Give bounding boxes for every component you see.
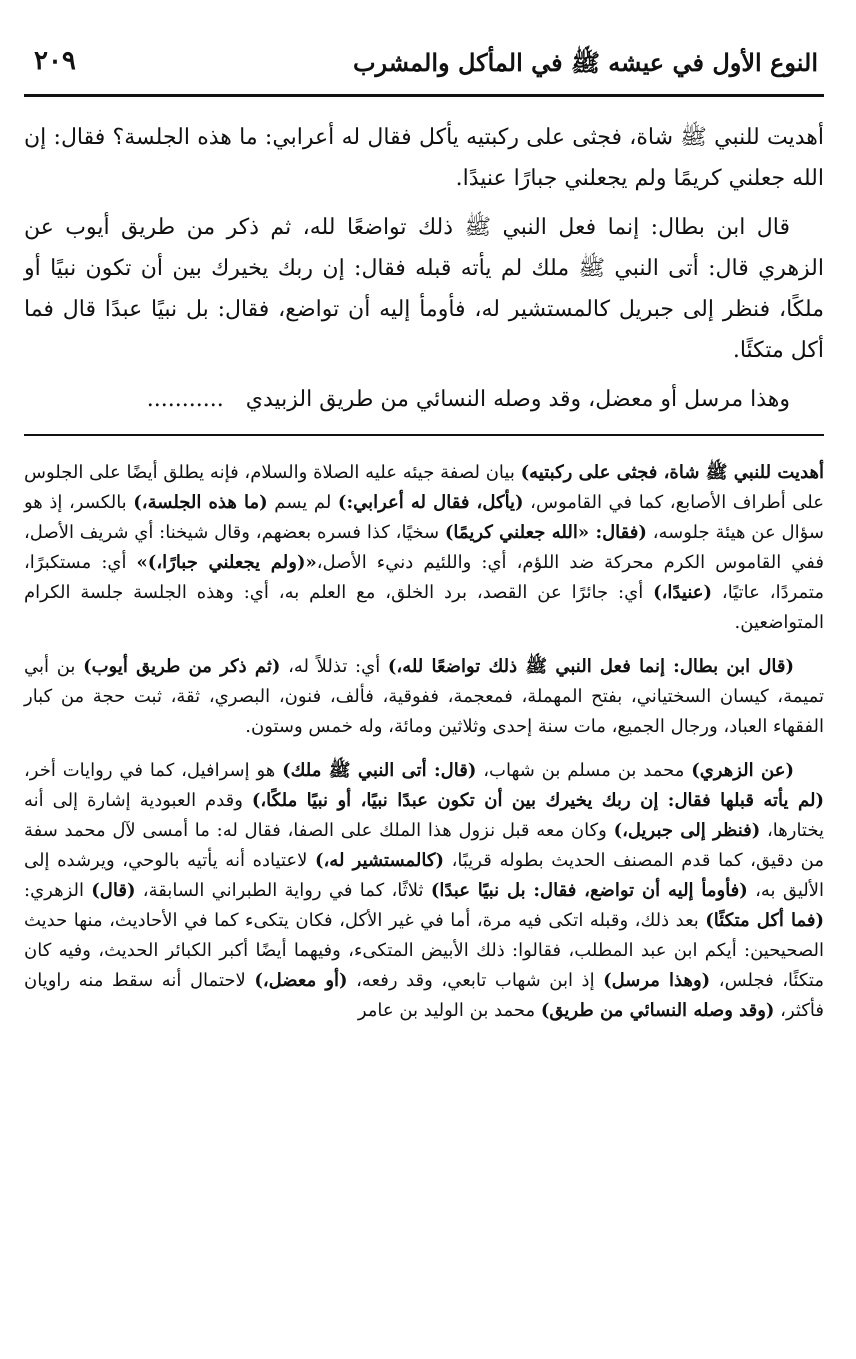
commentary-segment: (ما هذه الجلسة،) xyxy=(133,492,268,513)
commentary-segment: (قال: أتى النبي ﷺ ملك) xyxy=(282,760,477,781)
commentary-segment: بالكسر، إذ هو سؤال عن هيئة جلوسه، xyxy=(24,492,824,543)
commentary-segment: محمد بن الوليد بن عامر xyxy=(357,1000,541,1021)
commentary-segment: بعد ذلك، وقبله اتكى فيه مرة، أما في غير الأكل، فكان يتكىء كما في الأحاديث، منها حديث الصحيحين: أيكم ابن عبد المطلب، فقالوا: ذلك الأبيض المتكىء، وفيهما أيضًا أكبر الكبائر الحديث، وفيه كان متكئًا، فجلس، xyxy=(24,910,824,991)
page-number: ٢٠٩ xyxy=(34,46,76,76)
main-paragraph-3-text: وهذا مرسل أو معضل، وقد وصله النسائي من طريق الزبيدي xyxy=(245,387,790,412)
commentary-segment: (قال) xyxy=(91,880,136,901)
commentary-segment: (لم يأته قبلها فقال: إن ربك يخيرك بين أن تكون عبدًا نبيًا، أو نبيًا ملكًا،) xyxy=(251,790,824,811)
commentary-segment: أهديت للنبي ﷺ شاة، فجثى على ركبتيه) xyxy=(520,462,825,483)
commentary-segment: (عنيدًا،) xyxy=(653,582,713,603)
commentary-segment: أي: تذللاً له، xyxy=(280,656,388,677)
main-text xyxy=(24,117,824,420)
commentary-segment: إذ ابن شهاب تابعي، وقد رفعه، xyxy=(347,970,604,991)
commentary-segment: (فما أكل متكئًا) xyxy=(705,910,824,931)
main-paragraph-3 xyxy=(24,379,824,420)
commentary-segment: محمد بن مسلم بن شهاب، xyxy=(476,760,692,781)
commentary-segment: (يأكل، فقال له أعرابي:) xyxy=(337,492,524,513)
commentary-paragraph-1 xyxy=(24,458,824,638)
commentary-segment: (كالمستشير له،) xyxy=(314,850,444,871)
main-paragraph-2: قال ابن بطال: إنما فعل النبي ﷺ ذلك تواضعًا لله، ثم ذكر من طريق أيوب عن الزهري قال: أتى النبي ﷺ ملك لم يأته قبله فقال: إن ربك يخيرك بين أن تكون نبيًا أو ملكًا، فنظر إلى جبريل كالمستشير له، فأومأ إليه أن تواضع، فقال: بل نبيًا عبدًا قال فما أكل متكئًا. xyxy=(24,215,824,363)
commentary-segment: (قال ابن بطال: إنما فعل النبي ﷺ ذلك تواضعًا لله،) xyxy=(387,656,795,677)
commentary-segment: بن أبي تميمة، كيسان السختياني، بفتح المهملة، فمعجمة، ففوقية، فألف، فنون، البصري، ثقة، ثبت حجة من كبار الفقهاء العباد، ورجال الجميع، مات سنة إحدى وثلاثين ومائة، وله خمس وستون. xyxy=(24,656,824,737)
commentary-segment: (فأومأ إليه أن تواضع، فقال: بل نبيًا عبدًا) xyxy=(430,880,748,901)
commentary-segment: لم يسم xyxy=(267,492,338,513)
commentary-segment: وقدم العبودية إشارة إلى أنه يختارها، xyxy=(24,790,824,841)
commentary-segment: وكان معه قبل نزول هذا الملك على الصفا، فقال له: ما أمسى لآل محمد سفة من دقيق، كما قدم المصنف الحديث بطوله قريبًا، xyxy=(24,820,824,871)
main-paragraph-1: أهديت للنبي ﷺ شاة، فجثى على ركبتيه يأكل فقال له أعرابي: ما هذه الجلسة؟ فقال: إن الله جعلني كريمًا ولم يجعلني جبارًا عنيدًا. xyxy=(24,125,824,191)
commentary-segment: ثلاثًا، كما في رواية الطبراني السابقة، xyxy=(135,880,431,901)
commentary-paragraph-2 xyxy=(24,652,824,742)
commentary xyxy=(24,458,824,1026)
commentary-segment: هو إسرافيل، كما في روايات أخر، xyxy=(24,760,283,781)
chapter-title: النوع الأول في عيشه ﷺ في المأكل والمشرب xyxy=(352,48,818,77)
commentary-segment: (فقال: «الله جعلني كريمًا) xyxy=(444,522,647,543)
commentary-segment: سخيًا، كذا فسره بعضهم، وقال شيخنا: أي شريف الأصل، ففي القاموس الكرم محركة ضد اللؤم، أي: واللئيم دنيء الأصل، xyxy=(24,522,824,573)
book-page xyxy=(24,40,824,1040)
running-header xyxy=(24,40,824,97)
commentary-segment: (وقد وصله النسائي من طريق) xyxy=(540,1000,775,1021)
separator-line xyxy=(24,434,824,436)
commentary-segment: (عن الزهري) xyxy=(691,760,794,781)
commentary-segment: (ثم ذكر من طريق أيوب) xyxy=(83,656,281,677)
commentary-segment: لاعتياده أنه يأتيه بالوحي، ويرشده إلى الأليق به، xyxy=(24,850,825,901)
commentary-segment: بيان لصفة جيئه عليه الصلاة والسلام، فإنه يطلق أيضًا على الجلوس على أطراف الأصابع، كما في القاموس، xyxy=(24,462,824,513)
commentary-segment: (وهذا مرسل) xyxy=(603,970,711,991)
ellipsis-dots: ........... xyxy=(146,387,224,412)
commentary-segment: الزهري: xyxy=(24,880,92,901)
commentary-segment: «(ولم يجعلني جبارًا،)» xyxy=(136,552,317,573)
commentary-segment: لاحتمال أنه سقط منه راويان فأكثر، xyxy=(24,970,824,1021)
commentary-paragraph-3 xyxy=(24,756,824,1026)
commentary-segment: أي: جائرًا عن القصد، برد الخلق، مع العلم به، أي: وهذه الجلسة جلسة الكرام المتواضعين. xyxy=(24,582,824,633)
commentary-segment: (فنظر إلى جبريل،) xyxy=(613,820,761,841)
commentary-segment: (أو معضل،) xyxy=(254,970,348,991)
commentary-segment: أي: مستكبرًا، متمردًا، عاتيًا، xyxy=(24,552,825,603)
